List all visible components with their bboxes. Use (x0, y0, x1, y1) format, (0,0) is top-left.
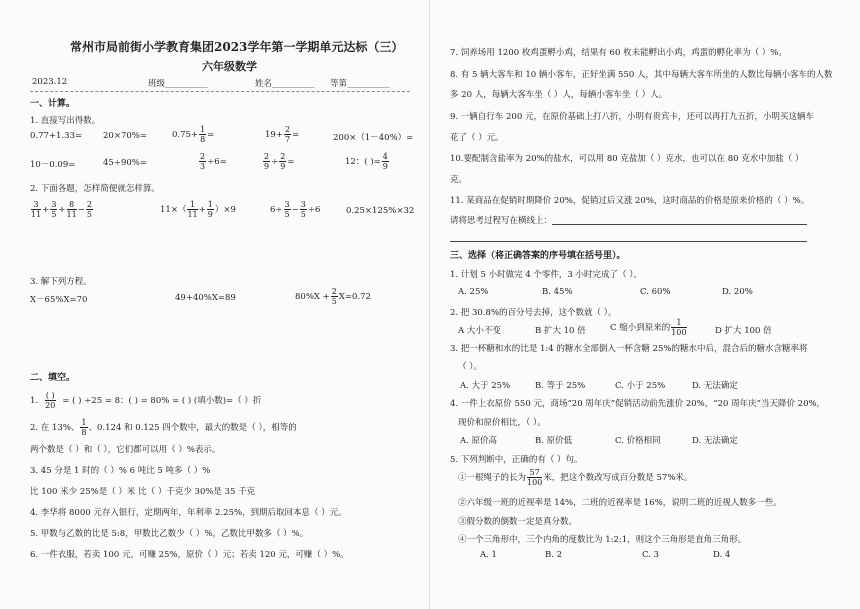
fill-q3: 3. 45 分是 1 时的（ ）% 6 吨比 5 吨多（ ）% (30, 466, 211, 476)
statement-3: ③假分数的倒数一定是真分数。 (458, 517, 578, 527)
choice-option: A. 25% (458, 287, 489, 297)
calc-q3-title: 3. 解下列方程。 (30, 277, 92, 287)
choice-option: A. 1 (480, 550, 497, 560)
calc-item: 0.75+ $\frac{1}{8}$ = (172, 125, 215, 144)
calc-item: 45÷90%= (103, 158, 147, 168)
calc-item: 12：( )= $\frac{4}{9}$ (345, 152, 388, 171)
name-label: 姓名__________ (255, 79, 315, 89)
calc-simplify-item: 6÷ $\frac{3}{5}$ − $\frac{3}{5}$ ÷6 (270, 200, 321, 219)
calc-item: 10－0.09= (30, 160, 76, 170)
choice-option: C. 价格相同 (615, 436, 661, 446)
fill-q3-line2: 比 100 米少 25%是（ ）米 比（ ）千克少 30%是 35 千克 (30, 487, 256, 497)
section-1-title: 一、计算。 (30, 99, 76, 109)
choice-option: D 扩大 100 倍 (715, 326, 772, 336)
fill-q8: 8. 有 5 辆大客车和 10 辆小客车，正好坐满 550 人，其中每辆大客车所坐的人数比每辆小客车的人数 (450, 70, 833, 80)
fill-q6: 6. 一件衣服，若卖 100 元，可赚 25%，原价（ ）元；若卖 120 元，可赚（ ）%。 (30, 550, 349, 560)
calc-item: 0.77+1.33= (30, 131, 83, 141)
calc-simplify-item: 0.25×125%×32 (346, 206, 415, 216)
fill-q11: 11. 某商品在促销时期降价 20%，促销过后又涨 20%，这时商品的价格是原来价格的（ ）%。 (450, 196, 810, 206)
choice-option: C 缩小到原来的 $\frac{1}{100}$ (610, 318, 687, 337)
grade-label: 等第__________ (330, 79, 390, 89)
section-3-title: 三、选择（将正确答案的序号填在括号里）。 (450, 251, 626, 261)
exam-subtitle: 六年级数学 (202, 60, 257, 73)
calc-q1-title: 1. 直接写出得数。 (30, 116, 101, 126)
choice-option: D. 20% (722, 287, 753, 297)
exam-date: 2023.12 (32, 77, 68, 87)
section-2-title: 二、填空。 (30, 373, 76, 383)
fill-q2-line2: 两个数是（ ）和（ ），它们都可以用（ ）%表示。 (30, 445, 221, 455)
choice-q4-line2: 现价和原价相比，（ ）。 (458, 418, 546, 428)
class-label: 班级__________ (148, 79, 208, 89)
right-column (430, 0, 860, 609)
choice-option: D. 无法确定 (692, 381, 738, 391)
calc-item: 19+ $\frac{2}{7}$ = (265, 125, 300, 144)
choice-option: A. 大于 25% (460, 381, 511, 391)
choice-option: B. 45% (542, 287, 573, 297)
calc-simplify-item: $\frac{3}{11}$ + $\frac{3}{5}$ + $\frac{8}{11}$ − $\frac{2}{5}$ (31, 200, 92, 219)
choice-option: B 扩大 10 倍 (535, 326, 586, 336)
fill-q10-line2: 克。 (450, 175, 468, 185)
choice-option: A 大小不变 (458, 326, 501, 336)
choice-q3: 3. 把一杯糖和水的比是 1:4 的糖水全部倒入一杯含糖 25%的糖水中后，混合后的糖水含糖率将 (450, 344, 808, 354)
equation-item: X－65%X=70 (30, 295, 88, 305)
calc-item: 200×（1－40%）= (333, 133, 414, 143)
fill-q1: 1. $\frac{( )}{20}$ = ( ) ÷25 = 8：( ) = 80% = ( ) (填小数)=（ ）折 (30, 391, 262, 410)
choice-option: D. 无法确定 (692, 436, 738, 446)
fill-q4: 4. 李华将 8000 元存入银行，定期两年，年利率 2.25%，到期后取回本息（ ）元。 (30, 508, 347, 518)
statement-4: ④一个三角形中，三个内角的度数比为 1:2:1，则这个三角形是直角三角形。 (458, 535, 747, 545)
fill-q5: 5. 甲数与乙数的比是 5:8，甲数比乙数少（ ）%，乙数比甲数多（ ）%。 (30, 529, 309, 539)
statement-1: ①一根绳子的长为 $\frac{57}{100}$ 米，把这个数改写成百分数是 57%米。 (458, 468, 693, 487)
fill-q7: 7. 饲养场用 1200 枚鸡蛋孵小鸡，结果有 60 枚未能孵出小鸡，鸡蛋的孵化率为（ ）%。 (450, 48, 787, 58)
calc-simplify-item: 11×（ $\frac{1}{11}$ + $\frac{1}{9}$ ）×9 (160, 200, 236, 219)
choice-q3-line2: （ ）。 (458, 362, 482, 372)
choice-option: B. 等于 25% (535, 381, 586, 391)
fill-q8-line2: 多 20 人，每辆大客车坐（ ）人，每辆小客车坐（ ）人。 (450, 90, 668, 100)
calc-item: $\frac{2}{9}$ ÷ $\frac{2}{9}$ = (264, 152, 295, 171)
fill-q9-line2: 花了（ ）元。 (450, 133, 504, 143)
choice-option: B. 2 (545, 550, 563, 560)
equation-item: 80%X + $\frac{2}{5}$ X=0.72 (295, 287, 371, 306)
calc-item: $\frac{2}{3}$ ÷6= (200, 152, 227, 171)
choice-q2: 2. 把 30.8%的百分号去掉，这个数就（ ）。 (450, 308, 617, 318)
equation-item: 49+40%X=89 (175, 293, 236, 303)
choice-option: D. 4 (713, 550, 731, 560)
choice-q5: 5. 下列判断中，正确的有（ ）句。 (450, 455, 583, 465)
fill-q10: 10.要配制含盐率为 20%的盐水，可以用 80 克盐加（ ）克水，也可以在 80 克水中加盐（ ） (450, 154, 804, 164)
calc-q2-title: 2. 下面各题，怎样简便就怎样算。 (30, 184, 160, 194)
choice-option: A. 原价高 (460, 436, 498, 446)
answer-line (450, 241, 807, 242)
calc-item: 20×70%= (103, 131, 147, 141)
choice-q1: 1. 计划 5 小时做完 4 个零件，3 小时完成了（ ）。 (450, 270, 642, 280)
answer-line (552, 224, 807, 225)
fill-q11-line2: 请将思考过程写在横线上： (450, 216, 553, 226)
choice-option: C. 小于 25% (615, 381, 666, 391)
choice-option: C. 3 (642, 550, 660, 560)
choice-q4: 4. 一件上衣原价 550 元，商场“20 周年庆”促销活动前先涨价 20%，“20 周年庆”当天降价 20%， (450, 399, 826, 409)
fill-q2: 2. 在 13%、 $\frac{1}{8}$ 、0.124 和 0.125 四个数中，最大的数是（ ），相等的 (30, 418, 297, 437)
choice-option: B. 原价低 (535, 436, 573, 446)
fill-q9: 9. 一辆自行车 200 元，在原价基础上打八折，小明有贵宾卡，还可以再打九五折，小明买这辆车 (450, 112, 814, 122)
choice-option: C. 60% (640, 287, 671, 297)
exam-title: 常州市局前街小学教育集团2023学年第一学期单元达标（三） (70, 40, 404, 54)
statement-2: ②六年级一班的近视率是 14%，二班的近视率是 16%，说明二班的近视人数多一些。 (458, 498, 782, 508)
header-divider (30, 91, 410, 92)
